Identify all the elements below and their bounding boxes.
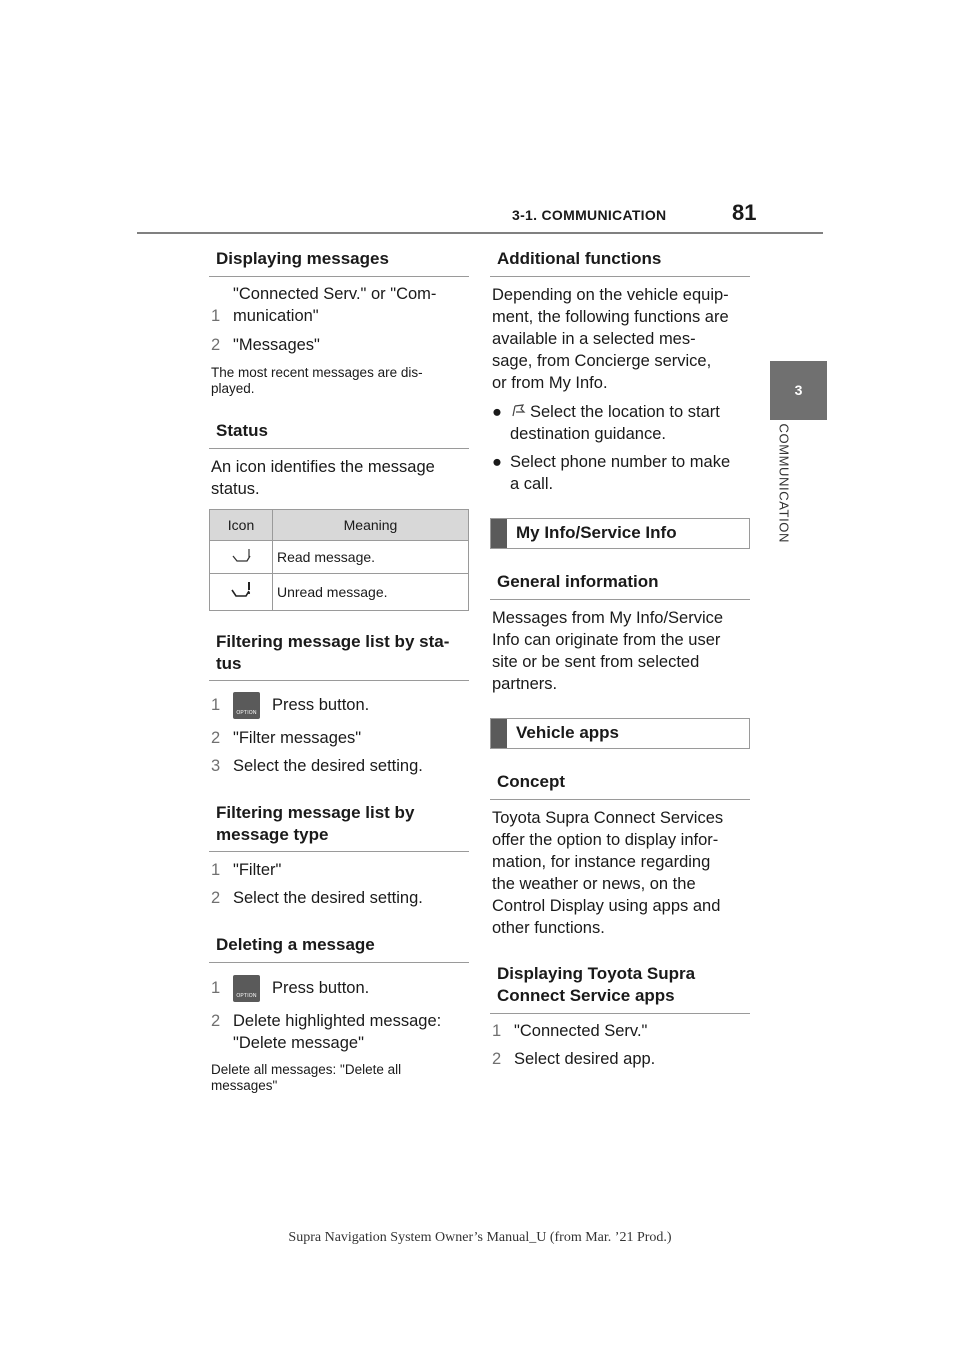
status-paragraph: An icon identifies the message status. [211, 458, 435, 498]
additional-paragraph: Depending on the vehicle equip- ment, the following functions are available in a selected mes- sage, from Concierge service, or from My Info. [492, 286, 729, 392]
step-text: "Connected Serv." [514, 1022, 648, 1040]
step-text: Delete highlighted message: "Delete message" [233, 1012, 442, 1052]
table-cell: Unread message. [273, 574, 469, 611]
step-number: 1 [211, 695, 221, 714]
chapter-tab: 3 [770, 361, 827, 420]
step-number: 2 [211, 729, 221, 747]
bullet-text: Select the location to start [530, 403, 720, 421]
read-message-icon [210, 541, 273, 574]
step-item [492, 1020, 647, 1042]
header-divider [137, 232, 823, 234]
heading-displaying-apps: Displaying Toyota Supra Connect Service apps [490, 963, 750, 1014]
step-text: "Messages" [233, 336, 320, 354]
bullet-text: a call. [510, 475, 554, 493]
heading-deleting-message: Deleting a message [209, 934, 469, 963]
footer-text: Supra Navigation System Owner’s Manual_U (from Mar. ’21 Prod.) [288, 1230, 672, 1245]
heading-filter-by-status: Filtering message list by sta- tus [209, 631, 469, 681]
step-text: "Filter" [233, 861, 282, 879]
step-item [211, 283, 436, 327]
step-item [211, 859, 281, 881]
bullet-text: destination guidance. [510, 425, 666, 443]
step-number: 1 [211, 861, 221, 879]
step-number: 2 [492, 1050, 502, 1068]
step-item [211, 692, 369, 719]
step-text: Press button. [272, 978, 370, 997]
step-number: 1 [492, 1022, 502, 1040]
heading-status: Status [209, 420, 469, 449]
step-item [211, 727, 361, 749]
step-item [492, 1048, 655, 1070]
step-number: 3 [211, 757, 221, 775]
chapter-label-text: COMMUNICATION [776, 423, 792, 543]
step-item [211, 755, 423, 777]
destination-flag-icon [510, 402, 526, 424]
table-cell: Read message. [273, 541, 469, 574]
step-text: Select the desired setting. [233, 757, 423, 775]
step-number: 2 [211, 889, 221, 907]
page-number: 81 [732, 200, 757, 225]
heading-concept: Concept [490, 771, 750, 800]
heading-vehicle-apps: Vehicle apps [490, 718, 750, 749]
step-number: 1 [211, 307, 221, 325]
step-text: Select desired app. [514, 1050, 656, 1068]
note-text: Delete all messages: "Delete all messages" [211, 1062, 402, 1093]
heading-general-information: General information [490, 571, 750, 600]
step-number: 2 [211, 336, 221, 354]
table-row [210, 574, 469, 611]
step-item [211, 887, 423, 909]
step-item [211, 1010, 441, 1054]
note-text: The most recent messages are dis- played. [211, 365, 423, 396]
table-header: Icon [210, 510, 273, 541]
concept-paragraph: Toyota Supra Connect Services offer the option to display infor- mation, for instance regarding the weather or news, on the Control Display using apps and other functions. [492, 809, 724, 937]
step-number: 2 [211, 1012, 221, 1030]
bullet-text: Select phone number to make [510, 453, 731, 471]
unread-message-icon [210, 574, 273, 611]
section-title: 3-1. COMMUNICATION [512, 207, 667, 223]
step-number: 1 [211, 978, 221, 997]
heading-additional-functions: Additional functions [490, 248, 750, 277]
heading-my-info: My Info/Service Info [490, 518, 750, 549]
step-text: "Connected Serv." or "Com- munication" [233, 285, 437, 325]
step-item [211, 975, 369, 1002]
step-text: Select the desired setting. [233, 889, 423, 907]
heading-displaying-messages: Displaying messages [209, 248, 469, 277]
step-item [211, 334, 320, 356]
option-button[interactable]: OPTION [233, 692, 260, 719]
table-row [210, 541, 469, 574]
chapter-label [770, 423, 792, 588]
step-text: Press button. [272, 695, 370, 714]
step-text: "Filter messages" [233, 729, 362, 747]
general-paragraph: Messages from My Info/Service Info can originate from the user site or be sent from selected partners. [492, 609, 724, 693]
heading-filter-by-type: Filtering message list by message type [209, 802, 469, 852]
status-table [209, 509, 469, 611]
table-header: Meaning [273, 510, 469, 541]
option-button[interactable]: OPTION [233, 975, 260, 1002]
